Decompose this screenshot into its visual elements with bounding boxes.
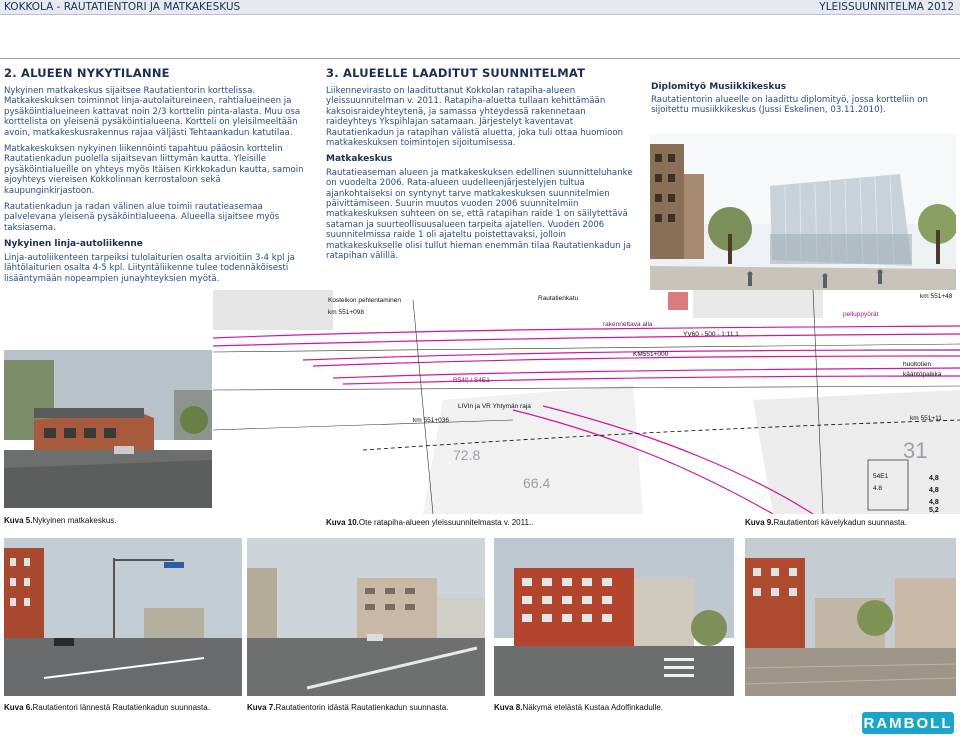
caption-number: Kuva 5. <box>4 516 33 525</box>
caption-number: Kuva 6. <box>4 703 33 712</box>
site-plan-drawing <box>213 290 960 514</box>
plan-label: 4.8 <box>873 485 883 492</box>
section-3-paragraph-1: Liikennevirasto on laadituttanut Kokkolan ratapiha-alueen yleissuunnitelman v. 2011. Ratapiha-aluetta tullaan kehittämään kaksoisraideyhteytenä, ja samassa yhteydessä rakennetaan raideyhteys Ykspihlajan satamaan. Järjestelyt kaventavat Rautatienkadun ja ratapihan välistä aluetta, joka tuli ottaa huomioon matkakeskuksen toimintojen sijoitumisessa. <box>326 86 624 149</box>
header-divider <box>0 58 960 59</box>
plan-label: km 551+098 <box>328 309 364 316</box>
plan-label: rakennettava alla <box>603 321 653 328</box>
section-3-heading: 3. ALUEELLE LAADITUT SUUNNITELMAT <box>326 66 586 80</box>
photo-current-travel-centre <box>4 350 212 508</box>
photo-square-from-west <box>4 538 242 696</box>
plan-label: km 551+036 <box>413 417 449 424</box>
caption-number: Kuva 10. <box>326 518 359 527</box>
plan-number: 72.8 <box>453 447 481 463</box>
caption-text: Rautatientorin idästä Rautatienkadun suunnasta. <box>275 703 449 712</box>
section-2-heading: 2. ALUEEN NYKYTILANNE <box>4 66 170 80</box>
caption-kuva-5 <box>4 516 117 525</box>
caption-text: Ote ratapiha-alueen yleissuunnitelmasta v. 2011.. <box>358 518 534 527</box>
section-2-paragraph-2: Matkakeskuksen nykyinen liikennöinti tapahtuu pääosin korttelin Rautatienkadun puolella sijaitsevan liittymän kautta. Yleisille pysäköintialueille on yhteys myös Itäisen Kirkkokadun kautta, samoin ajoyhteys viereisen Kokkolinnan kerrostaloon sekä kaupunginkirjastoon. <box>4 144 304 196</box>
caption-kuva-7 <box>247 703 448 712</box>
caption-kuva-8 <box>494 703 663 712</box>
caption-number: Kuva 7. <box>247 703 276 712</box>
plan-label: R540 / S4E1 <box>453 377 490 384</box>
ramboll-logo: RAMBOLL <box>862 712 954 734</box>
plan-label: km 551+48 <box>920 293 953 300</box>
photo-square-from-east <box>247 538 485 696</box>
caption-kuva-6 <box>4 703 210 712</box>
section-current-state <box>4 66 309 290</box>
section-2-paragraph-4: Linja-autoliikenteen tarpeiksi tulolaiturien osalta arvioitiin 3-4 kpl ja lähtölaiturien osalta 4-5 kpl. Liityntäliikenne tulee todennäköisesti lisääntymään nopeampien junayhteyksien myötä. <box>4 252 295 284</box>
section-3-paragraph-2: Rautatieaseman alueen ja matkakeskuksen edellinen suunnitteluhanke on vuodelta 2006. Rata-alueen uudelleenjärjestelyjen tultua ajankohtaiseksi on syntynyt tarve matkakeskuksen suunnitelmien päivittämiseen. Suurin muutos vuoden 2006 suunnitelmiin matkakeskuksen suhteen on se, että ratapihan raide 1 on säilytettävä sataman ja suurteollisuusalueen tarpeita ajatellen. Vuoden 2006 suunnitelmissa raide 1 oli ajateltu poistettavaksi, jolloin matkakeskukselle olisi tullut hieman enemmän tilaa Rautatienkadun ja ratapihan välillä. <box>326 167 633 262</box>
document-subtitle: YLEISSUUNNITELMA 2012 <box>819 1 954 13</box>
plan-value: 4,8 <box>929 487 939 494</box>
plan-value: 4,8 <box>929 499 939 506</box>
diploma-block <box>651 82 956 116</box>
plan-label: LIVIn ja VR Yhtymän raja <box>458 403 531 410</box>
section-2-paragraph-1: Nykyinen matkakeskus sijaitsee Rautatientorin korttelissa. Matkakeskuksen toiminnot linja-autolaitureineen, rahtialueineen ja pysäköintialueineen kattavat noin 2/3 korttelin pinta-alasta. Muu osa korttelista on yleisenä pysäköintialueena. Kortteli on yleisilmeeltään avoin, matkakeskusrakennus rajaa väljästi Tehtaankadun katutilaa. <box>4 86 301 138</box>
caption-number: Kuva 8. <box>494 703 523 712</box>
plan-value: 4,8 <box>929 475 939 482</box>
caption-kuva-10 <box>326 518 533 527</box>
photo-street-view-south <box>494 538 734 696</box>
caption-text: Rautatientori lännestä Rautatienkadun suunnasta. <box>32 703 210 712</box>
plan-label: kääntöpaikka <box>903 371 942 378</box>
plan-label: 54E1 <box>873 473 889 480</box>
caption-text: Näkymä etelästä Kustaa Adolfinkadulle. <box>522 703 663 712</box>
document-title: KOKKOLA - RAUTATIENTORI JA MATKAKESKUS <box>4 1 241 13</box>
music-centre-rendering <box>650 134 956 312</box>
caption-text: Nykyinen matkakeskus. <box>32 516 117 525</box>
plan-label: Rautatienkatu <box>538 295 579 302</box>
plan-number: 31 <box>903 438 928 463</box>
plan-label: km 551+11 <box>910 415 942 422</box>
page-header <box>0 0 960 15</box>
diploma-text: Rautatientorin alueelle on laadittu diplomityö, jossa kortteliin on sijoitettu musiikkikeskus (Jussi Eskelinen, 03.11.2010). <box>651 95 928 116</box>
diploma-heading: Diplomityö Musiikkikeskus <box>651 82 787 92</box>
section-plans <box>326 66 636 268</box>
plan-label: pelluppyörät <box>843 311 879 318</box>
plan-label: huoltotien <box>903 361 932 368</box>
plan-value: 5,2 <box>929 507 939 514</box>
plan-label: Kosteikon pehlentaminen <box>328 297 401 304</box>
caption-kuva-9 <box>745 518 907 527</box>
caption-number: Kuva 9. <box>745 518 774 527</box>
caption-text: Rautatientori kävelykadun suunnasta. <box>773 518 907 527</box>
section-3-subheading: Matkakeskus <box>326 154 393 165</box>
section-2-paragraph-3: Rautatienkadun ja radan välinen alue toimii rautatieasemaa palvelevana yleisenä pysäköintialueena. Alueella sijaitsee myös taksiasema. <box>4 202 280 233</box>
section-2-subheading: Nykyinen linja-autoliikenne <box>4 239 143 250</box>
plan-number: 66.4 <box>523 475 551 491</box>
plan-label: YV60 - 500 - 1:11,1 <box>683 331 739 338</box>
photo-square-from-pedestrian-street <box>745 538 956 696</box>
plan-label: KM551+000 <box>633 351 669 358</box>
